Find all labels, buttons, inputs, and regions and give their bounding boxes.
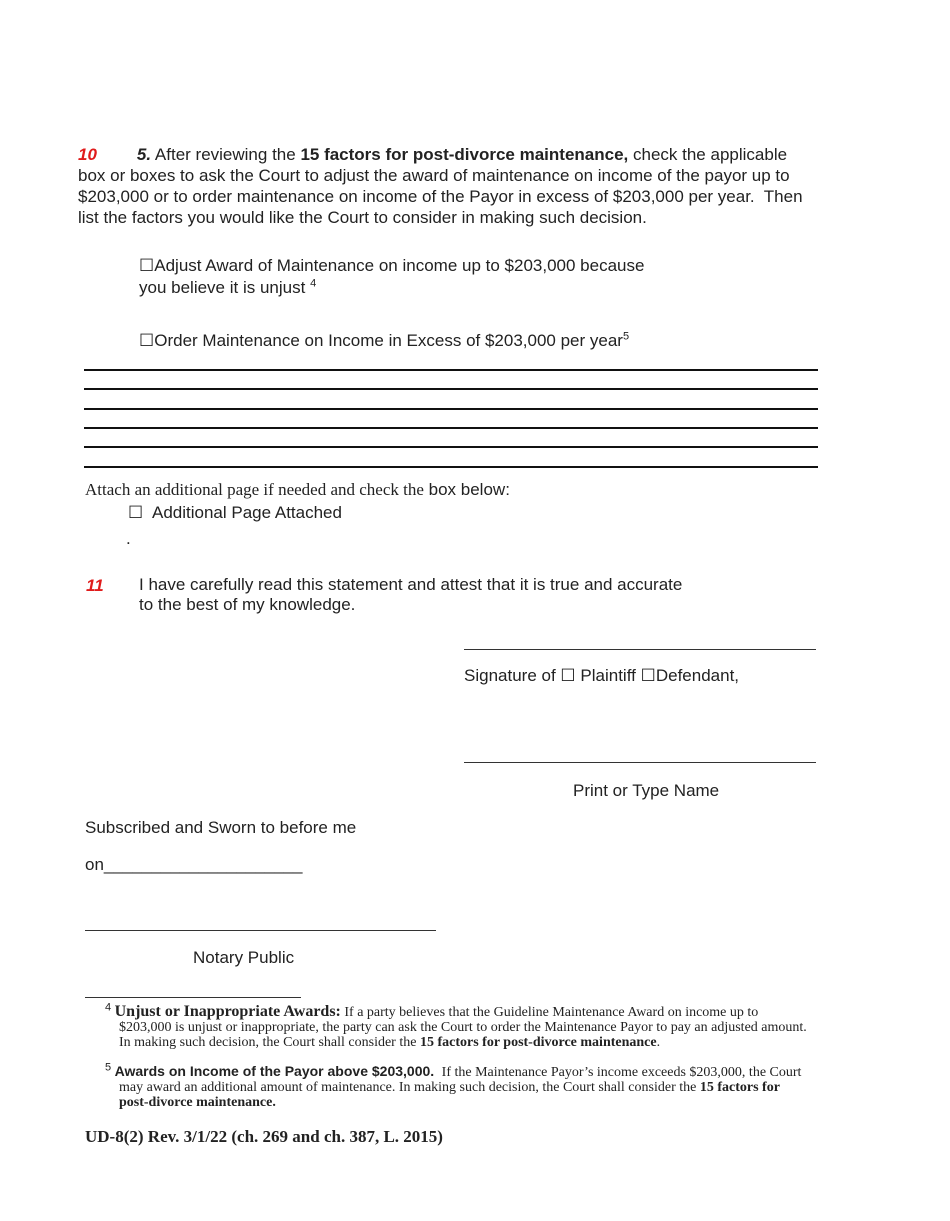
adjust-award-label-line-1: Adjust Award of Maintenance on income up to $203,000 because	[154, 256, 645, 275]
adjust-award-label-line-2: you believe it is unjust	[139, 278, 306, 297]
additional-page-option	[128, 502, 342, 524]
footnote-4-title: Unjust or Inappropriate Awards:	[114, 1003, 341, 1020]
footnote-5-factors-end: post-divorce maintenance.	[119, 1095, 276, 1110]
footnote-4-line-3: In making such decision, the Court shall consider the	[119, 1035, 417, 1050]
print-name-line[interactable]	[464, 762, 816, 763]
attach-instruction-text: Attach an additional page if needed and check the	[85, 480, 424, 499]
adjust-award-option	[139, 255, 644, 299]
footnote-4-period: .	[656, 1035, 661, 1050]
factor-line-1[interactable]	[84, 369, 818, 371]
form-id: UD-8(2) Rev. 3/1/22 (ch. 269 and ch. 387, L. 2015)	[85, 1127, 443, 1146]
section-10-line-3: $203,000 or to order maintenance on income of the Payor in excess of $203,000 per year. Then	[78, 187, 803, 206]
on-label: on	[85, 855, 104, 874]
stray-dot: .	[126, 529, 131, 548]
footnote-4-line-2: $203,000 is unjust or inappropriate, the party can ask the Court to order the Maintenance Payor to pay an adjusted amount.	[119, 1020, 807, 1035]
section-10	[78, 144, 878, 228]
factor-line-4[interactable]	[84, 427, 818, 429]
section-10-intro: After reviewing the	[154, 145, 296, 164]
attach-instruction-text-2: box below:	[428, 480, 510, 499]
footnote-5-line-2: may award an additional amount of maintenance. In making such decision, the Court shall consider the	[119, 1080, 697, 1095]
factor-line-3[interactable]	[84, 408, 818, 410]
item-number: 5.	[136, 145, 152, 164]
section-10-line-4: list the factors you would like the Court to consider in making such decision.	[78, 208, 647, 227]
additional-page-label: Additional Page Attached	[151, 503, 342, 522]
order-maintenance-label: Order Maintenance on Income in Excess of $203,000 per year	[154, 331, 623, 350]
section-10-line-2: box or boxes to ask the Court to adjust the award of maintenance on income of the payor up to	[78, 166, 790, 185]
attach-instruction	[85, 479, 510, 501]
factor-line-5[interactable]	[84, 446, 818, 448]
attestation	[139, 575, 682, 615]
factors-phrase: 15 factors for post-divorce maintenance,	[300, 145, 629, 164]
section-number-11: 11	[86, 576, 104, 595]
footnote-5-line-1: If the Maintenance Payor’s income exceeds $203,000, the Court	[441, 1065, 802, 1080]
attestation-line-1: I have carefully read this statement and attest that it is true and accurate	[139, 575, 683, 594]
footnote-separator	[85, 997, 301, 998]
signature-line[interactable]	[464, 649, 816, 650]
defendant-label: Defendant,	[655, 666, 740, 685]
footnote-5-marker: 5	[105, 1061, 112, 1074]
sworn-label: Subscribed and Sworn to before me	[85, 818, 357, 837]
section-10-line-1-rest: check the applicable	[633, 145, 788, 164]
footnote-4-marker: 4	[105, 1001, 112, 1014]
footnote-5-factors: 15 factors for	[699, 1080, 780, 1095]
date-blank[interactable]: _____________________	[103, 855, 303, 874]
notary-signature-line[interactable]	[85, 930, 436, 931]
section-number-10: 10	[78, 145, 97, 164]
print-name-label: Print or Type Name	[573, 781, 720, 800]
notary-label: Notary Public	[193, 948, 295, 967]
sworn-date	[85, 854, 302, 876]
plaintiff-label: Plaintiff	[580, 666, 636, 685]
order-maintenance-checkbox[interactable]: ☐	[139, 331, 155, 351]
signature-caption	[464, 665, 739, 687]
footnote-4-line-1: If a party believes that the Guideline Maintenance Award on income up to	[344, 1005, 759, 1020]
factor-line-2[interactable]	[84, 388, 818, 390]
section-10-line-1	[78, 144, 878, 165]
adjust-award-checkbox[interactable]: ☐	[139, 256, 155, 276]
footnote-4-factors: 15 factors for post-divorce maintenance	[419, 1035, 657, 1050]
factor-line-6[interactable]	[84, 466, 818, 468]
additional-page-checkbox[interactable]: ☐	[128, 503, 144, 523]
defendant-checkbox[interactable]: ☐	[640, 666, 656, 686]
signature-prefix: Signature of	[464, 666, 556, 685]
plaintiff-checkbox[interactable]: ☐	[560, 666, 576, 686]
footnote-ref-5: 5	[622, 330, 630, 343]
footnote-4	[105, 1001, 865, 1050]
footnote-ref-4: 4	[310, 277, 317, 290]
order-maintenance-option	[139, 330, 629, 352]
footnote-5-title: Awards on Income of the Payor above $203,000.	[114, 1063, 435, 1079]
footnote-5	[105, 1061, 865, 1110]
attestation-line-2: to the best of my knowledge.	[139, 595, 356, 614]
